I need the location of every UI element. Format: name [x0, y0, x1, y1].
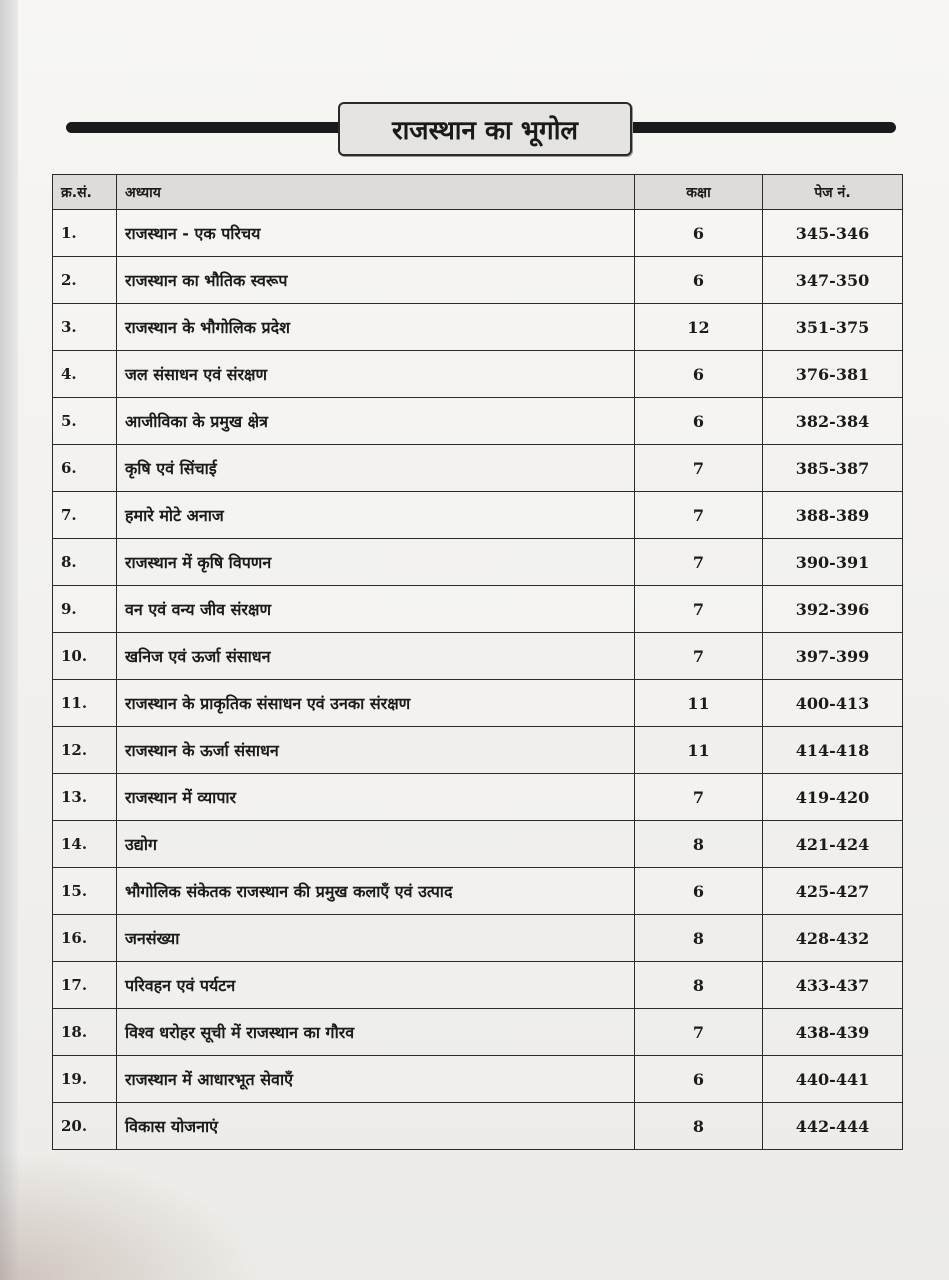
class-level: 7: [635, 586, 763, 633]
class-level: 7: [635, 492, 763, 539]
table-row: [53, 774, 903, 821]
table-row: [53, 915, 903, 962]
chapter-title: जल संसाधन एवं संरक्षण: [117, 351, 635, 398]
row-number: 9.: [53, 586, 117, 633]
table-row: [53, 727, 903, 774]
class-level: 7: [635, 633, 763, 680]
row-number: 10.: [53, 633, 117, 680]
chapter-title: राजस्थान के ऊर्जा संसाधन: [117, 727, 635, 774]
page-range: 425-427: [763, 868, 903, 915]
chapter-title: जनसंख्या: [117, 915, 635, 962]
class-level: 8: [635, 915, 763, 962]
page-range: 390-391: [763, 539, 903, 586]
class-level: 7: [635, 1009, 763, 1056]
class-level: 8: [635, 1103, 763, 1150]
table-row: [53, 445, 903, 492]
class-level: 12: [635, 304, 763, 351]
chapter-title: राजस्थान के भौगोलिक प्रदेश: [117, 304, 635, 351]
row-number: 13.: [53, 774, 117, 821]
row-number: 20.: [53, 1103, 117, 1150]
table-row: [53, 586, 903, 633]
row-number: 6.: [53, 445, 117, 492]
row-number: 3.: [53, 304, 117, 351]
class-level: 11: [635, 727, 763, 774]
page-range: 428-432: [763, 915, 903, 962]
row-number: 12.: [53, 727, 117, 774]
section-title: राजस्थान का भूगोल: [338, 102, 632, 156]
row-number: 7.: [53, 492, 117, 539]
table-row: [53, 680, 903, 727]
chapter-title: राजस्थान में आधारभूत सेवाएँ: [117, 1056, 635, 1103]
chapter-title: आजीविका के प्रमुख क्षेत्र: [117, 398, 635, 445]
table-row: [53, 821, 903, 868]
page-range: 345-346: [763, 210, 903, 257]
chapter-title: परिवहन एवं पर्यटन: [117, 962, 635, 1009]
page-range: 392-396: [763, 586, 903, 633]
table-row: [53, 492, 903, 539]
column-header-chapter: अध्याय: [117, 175, 635, 210]
row-number: 8.: [53, 539, 117, 586]
table-row: [53, 1056, 903, 1103]
page-range: 421-424: [763, 821, 903, 868]
page-range: 400-413: [763, 680, 903, 727]
contents-table: [52, 174, 903, 1150]
row-number: 14.: [53, 821, 117, 868]
page-range: 382-384: [763, 398, 903, 445]
chapter-title: उद्योग: [117, 821, 635, 868]
page-range: 438-439: [763, 1009, 903, 1056]
row-number: 11.: [53, 680, 117, 727]
column-header-sno: क्र.सं.: [53, 175, 117, 210]
table-row: [53, 398, 903, 445]
column-header-class: कक्षा: [635, 175, 763, 210]
page-range: 388-389: [763, 492, 903, 539]
row-number: 4.: [53, 351, 117, 398]
chapter-title: राजस्थान के प्राकृतिक संसाधन एवं उनका संरक्षण: [117, 680, 635, 727]
header-rule-left: [66, 122, 346, 133]
chapter-title: राजस्थान का भौतिक स्वरूप: [117, 257, 635, 304]
table-header-row: [53, 175, 903, 210]
chapter-title: भौगोलिक संकेतक राजस्थान की प्रमुख कलाएँ एवं उत्पाद: [117, 868, 635, 915]
chapter-title: कृषि एवं सिंचाई: [117, 445, 635, 492]
page-range: 419-420: [763, 774, 903, 821]
row-number: 5.: [53, 398, 117, 445]
page-range: 414-418: [763, 727, 903, 774]
class-level: 7: [635, 539, 763, 586]
page-range: 440-441: [763, 1056, 903, 1103]
class-level: 6: [635, 351, 763, 398]
chapter-title: राजस्थान में व्यापार: [117, 774, 635, 821]
row-number: 16.: [53, 915, 117, 962]
page-range: 347-350: [763, 257, 903, 304]
class-level: 6: [635, 868, 763, 915]
section-header: [66, 100, 896, 156]
row-number: 2.: [53, 257, 117, 304]
row-number: 1.: [53, 210, 117, 257]
class-level: 8: [635, 821, 763, 868]
table-row: [53, 868, 903, 915]
page-range: 442-444: [763, 1103, 903, 1150]
class-level: 6: [635, 210, 763, 257]
row-number: 19.: [53, 1056, 117, 1103]
table-body: [53, 210, 903, 1150]
chapter-title: राजस्थान - एक परिचय: [117, 210, 635, 257]
finger-shadow: [0, 1150, 260, 1280]
table-row: [53, 1103, 903, 1150]
table-row: [53, 962, 903, 1009]
chapter-title: राजस्थान में कृषि विपणन: [117, 539, 635, 586]
row-number: 18.: [53, 1009, 117, 1056]
table-row: [53, 304, 903, 351]
class-level: 6: [635, 257, 763, 304]
class-level: 7: [635, 774, 763, 821]
row-number: 17.: [53, 962, 117, 1009]
chapter-title: खनिज एवं ऊर्जा संसाधन: [117, 633, 635, 680]
page-range: 385-387: [763, 445, 903, 492]
chapter-title: विकास योजनाएं: [117, 1103, 635, 1150]
row-number: 15.: [53, 868, 117, 915]
class-level: 6: [635, 398, 763, 445]
chapter-title: विश्व धरोहर सूची में राजस्थान का गौरव: [117, 1009, 635, 1056]
table-row: [53, 210, 903, 257]
table-row: [53, 351, 903, 398]
class-level: 7: [635, 445, 763, 492]
table-row: [53, 539, 903, 586]
class-level: 8: [635, 962, 763, 1009]
column-header-page: पेज नं.: [763, 175, 903, 210]
chapter-title: हमारे मोटे अनाज: [117, 492, 635, 539]
page-range: 351-375: [763, 304, 903, 351]
table-row: [53, 633, 903, 680]
page-range: 433-437: [763, 962, 903, 1009]
header-rule-right: [626, 122, 896, 133]
class-level: 11: [635, 680, 763, 727]
table-row: [53, 257, 903, 304]
page-range: 376-381: [763, 351, 903, 398]
page-edge-shadow: [0, 0, 18, 1280]
page-range: 397-399: [763, 633, 903, 680]
table-row: [53, 1009, 903, 1056]
chapter-title: वन एवं वन्य जीव संरक्षण: [117, 586, 635, 633]
class-level: 6: [635, 1056, 763, 1103]
